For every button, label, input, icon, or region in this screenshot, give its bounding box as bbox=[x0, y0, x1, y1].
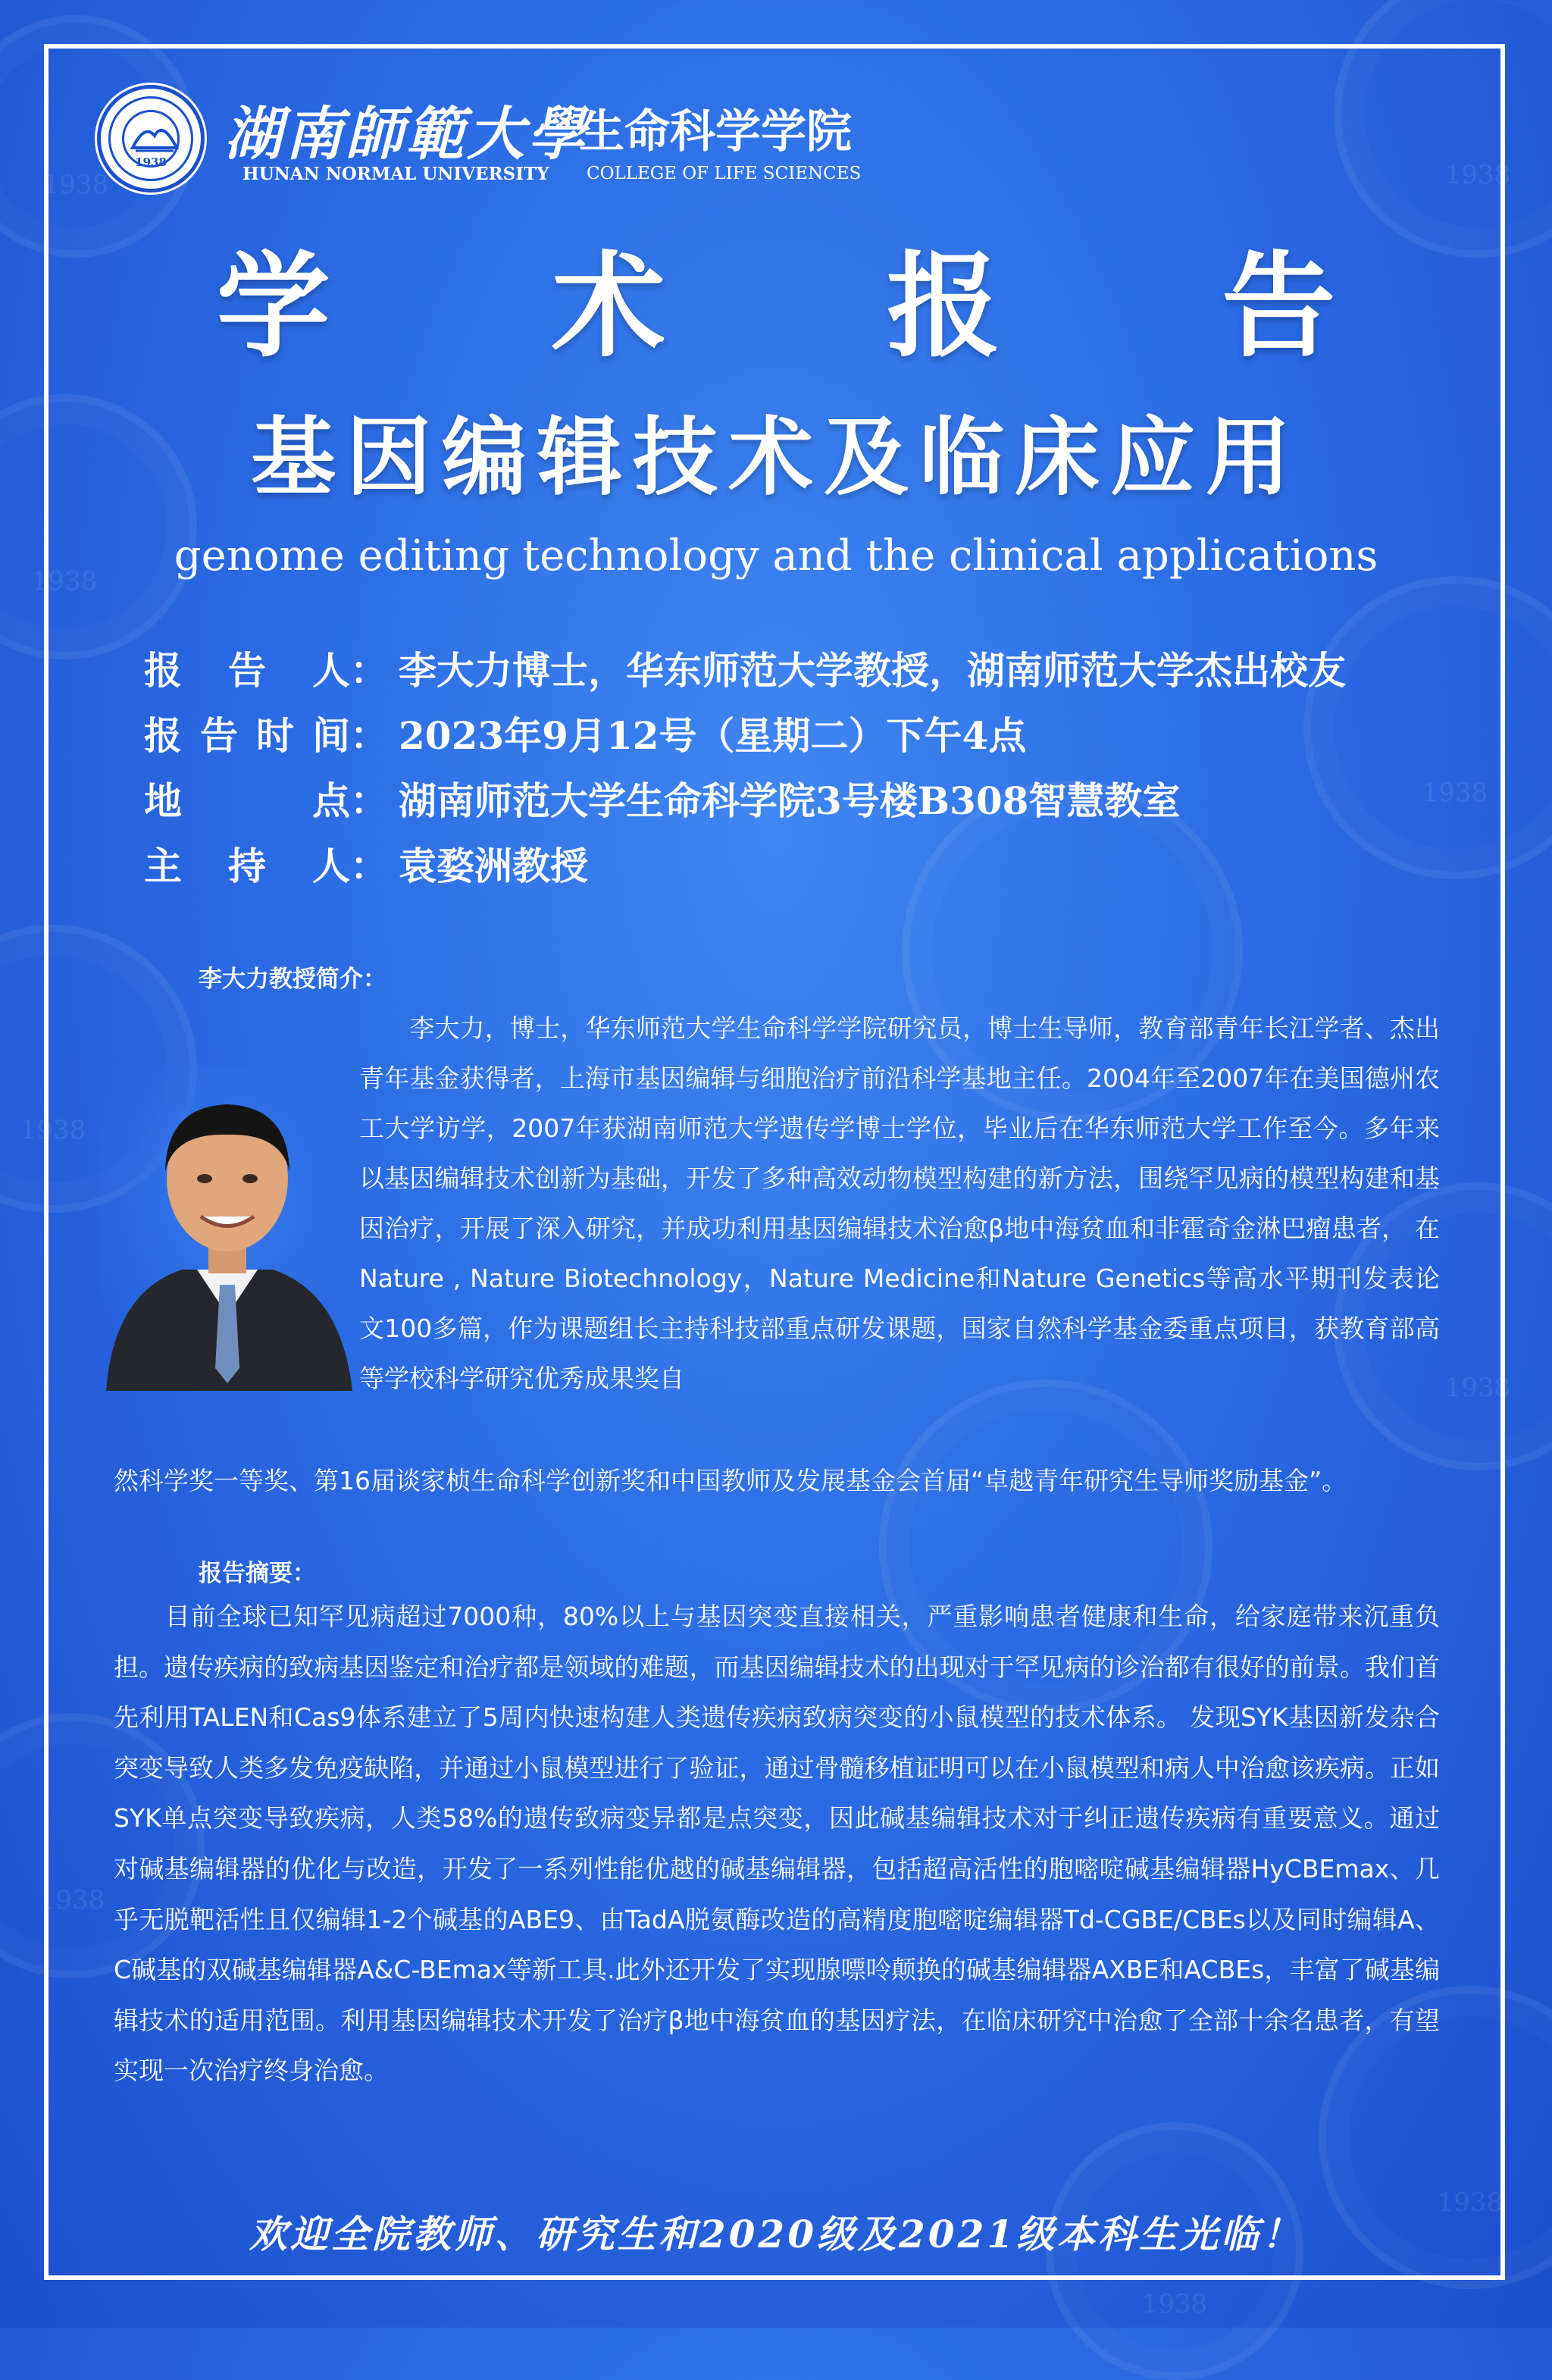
college-name-en: COLLEGE OF LIFE SCIENCES bbox=[587, 164, 862, 183]
info-label-host: 主 持 人 bbox=[144, 844, 350, 888]
info-label-time: 报 告 时 间 bbox=[144, 713, 350, 758]
bio-text-top: 李大力，博士，华东师范大学生命科学学院研究员，博士生导师，教育部青年长江学者、杰出青年基金获得者，上海市基因编辑与细胞治疗前沿科学基地主任。2004年至2007年在美国德州农工大学访学，2007年获湖南师范大学遗传学博士学位，毕业后在华东师范大学工作至今。多年来以基因编辑技术创新为基础，开发了多种高效动物模型构建的新方法，围绕罕见病的模型构建和基因治疗，开展了深入研究，并成功利用基因编辑技术治愈β地中海贫血和非霍奇金淋巴瘤患者， 在Nature , Nature Biotechnology，Nature Medicine和Nature Genetics等高水平期刊发表论文100多篇，作为课题组长主持科技部重点研发课题，国家自然科学基金委重点项目，获教育部高等学校科学研究优秀成果奖自 bbox=[359, 1013, 1440, 1393]
college-name-cn: 生命科学学院 bbox=[579, 105, 852, 158]
university-name-en: HUNAN NORMAL UNIVERSITY bbox=[242, 164, 549, 184]
info-label-location: 地 点 bbox=[144, 778, 350, 823]
info-colon: ： bbox=[350, 844, 388, 888]
poster-title: 学 术 报 告 bbox=[216, 241, 1427, 373]
info-colon: ： bbox=[350, 713, 388, 758]
info-colon: ： bbox=[350, 648, 388, 693]
abstract-text: 目前全球已知罕见病超过7000种，80%以上与基因突变直接相关，严重影响患者健康和生命，给家庭带来沉重负担。遗传疾病的致病基因鉴定和治疗都是领域的难题，而基因编辑技术的出现对于罕见病的诊治都有很好的前景。我们首先利用TALEN和Cas9体系建立了5周内快速构建人类遗传疾病致病突变的小鼠模型的技术体系。 发现SYK基因新发杂合突变导致人类多发免疫缺陷，并通过小鼠模型进行了验证，通过骨髓移植证明可以在小鼠模型和病人中治愈该疾病。正如SYK单点突变导致疾病，人类58%的遗传致病变异都是点突变，因此碱基编辑技术对于纠正遗传疾病有重要意义。通过对碱基编辑器的优化与改造，开发了一系列性能优越的碱基编辑器，包括超高活性的胞嘧啶碱基编辑器HyCBEmax、几乎无脱靶活性且仅编辑1-2个碱基的ABE9、由TadA脱氨酶改造的高精度胞嘧啶编辑器Td-CGBE/CBEs以及同时编辑A、C碱基的双碱基编辑器A&C-BEmax等新工具.此外还开发了实现腺嘌呤颠换的碱基编辑器AXBE和ACBEs，丰富了碱基编辑技术的适用范围。利用基因编辑技术开发了治疗β地中海贫血的基因疗法，在临床研究中治愈了全部十余名患者，有望实现一次治疗终身治愈。 bbox=[114, 1602, 1440, 2086]
report-title-en: genome editing technology and the clinical applications bbox=[174, 531, 1378, 581]
logo-mountain-icon bbox=[130, 116, 180, 154]
report-title-cn: 基因编辑技术及临床应用 bbox=[251, 409, 1301, 507]
info-row-location bbox=[144, 766, 1447, 831]
info-row-speaker bbox=[144, 635, 1447, 700]
info-colon: ： bbox=[350, 778, 388, 823]
info-value-host: 袁婺洲教授 bbox=[399, 844, 588, 888]
logo-year: 1938 bbox=[135, 155, 167, 169]
bio-section-title: 李大力教授简介： bbox=[199, 966, 386, 993]
info-row-time bbox=[144, 700, 1447, 766]
university-name-cn: 湖南師範大學 bbox=[224, 100, 588, 168]
info-value-time: 2023年9月12号（星期二）下午4点 bbox=[399, 713, 1027, 758]
info-label-speaker: 报 告 人 bbox=[144, 648, 350, 693]
info-value-speaker: 李大力博士，华东师范大学教授，湖南师范大学杰出校友 bbox=[399, 648, 1346, 693]
university-logo bbox=[97, 85, 205, 193]
header bbox=[97, 85, 931, 199]
info-row-host bbox=[144, 831, 1447, 896]
event-info bbox=[144, 635, 1447, 896]
speaker-portrait bbox=[99, 1065, 356, 1391]
bio-text-bottom: 然科学奖一等奖、第16届谈家桢生命科学创新奖和中国教师及发展基金会首届“卓越青年研究生导师奖励基金”。 bbox=[114, 1466, 1347, 1495]
abstract-section-title: 报告摘要： bbox=[199, 1560, 316, 1587]
info-value-location: 湖南师范大学生命科学院3号楼B308智慧教室 bbox=[399, 778, 1181, 823]
welcome-message: 欢迎全院教师、研究生和2020级及2021级本科生光临！ bbox=[249, 2212, 1303, 2256]
